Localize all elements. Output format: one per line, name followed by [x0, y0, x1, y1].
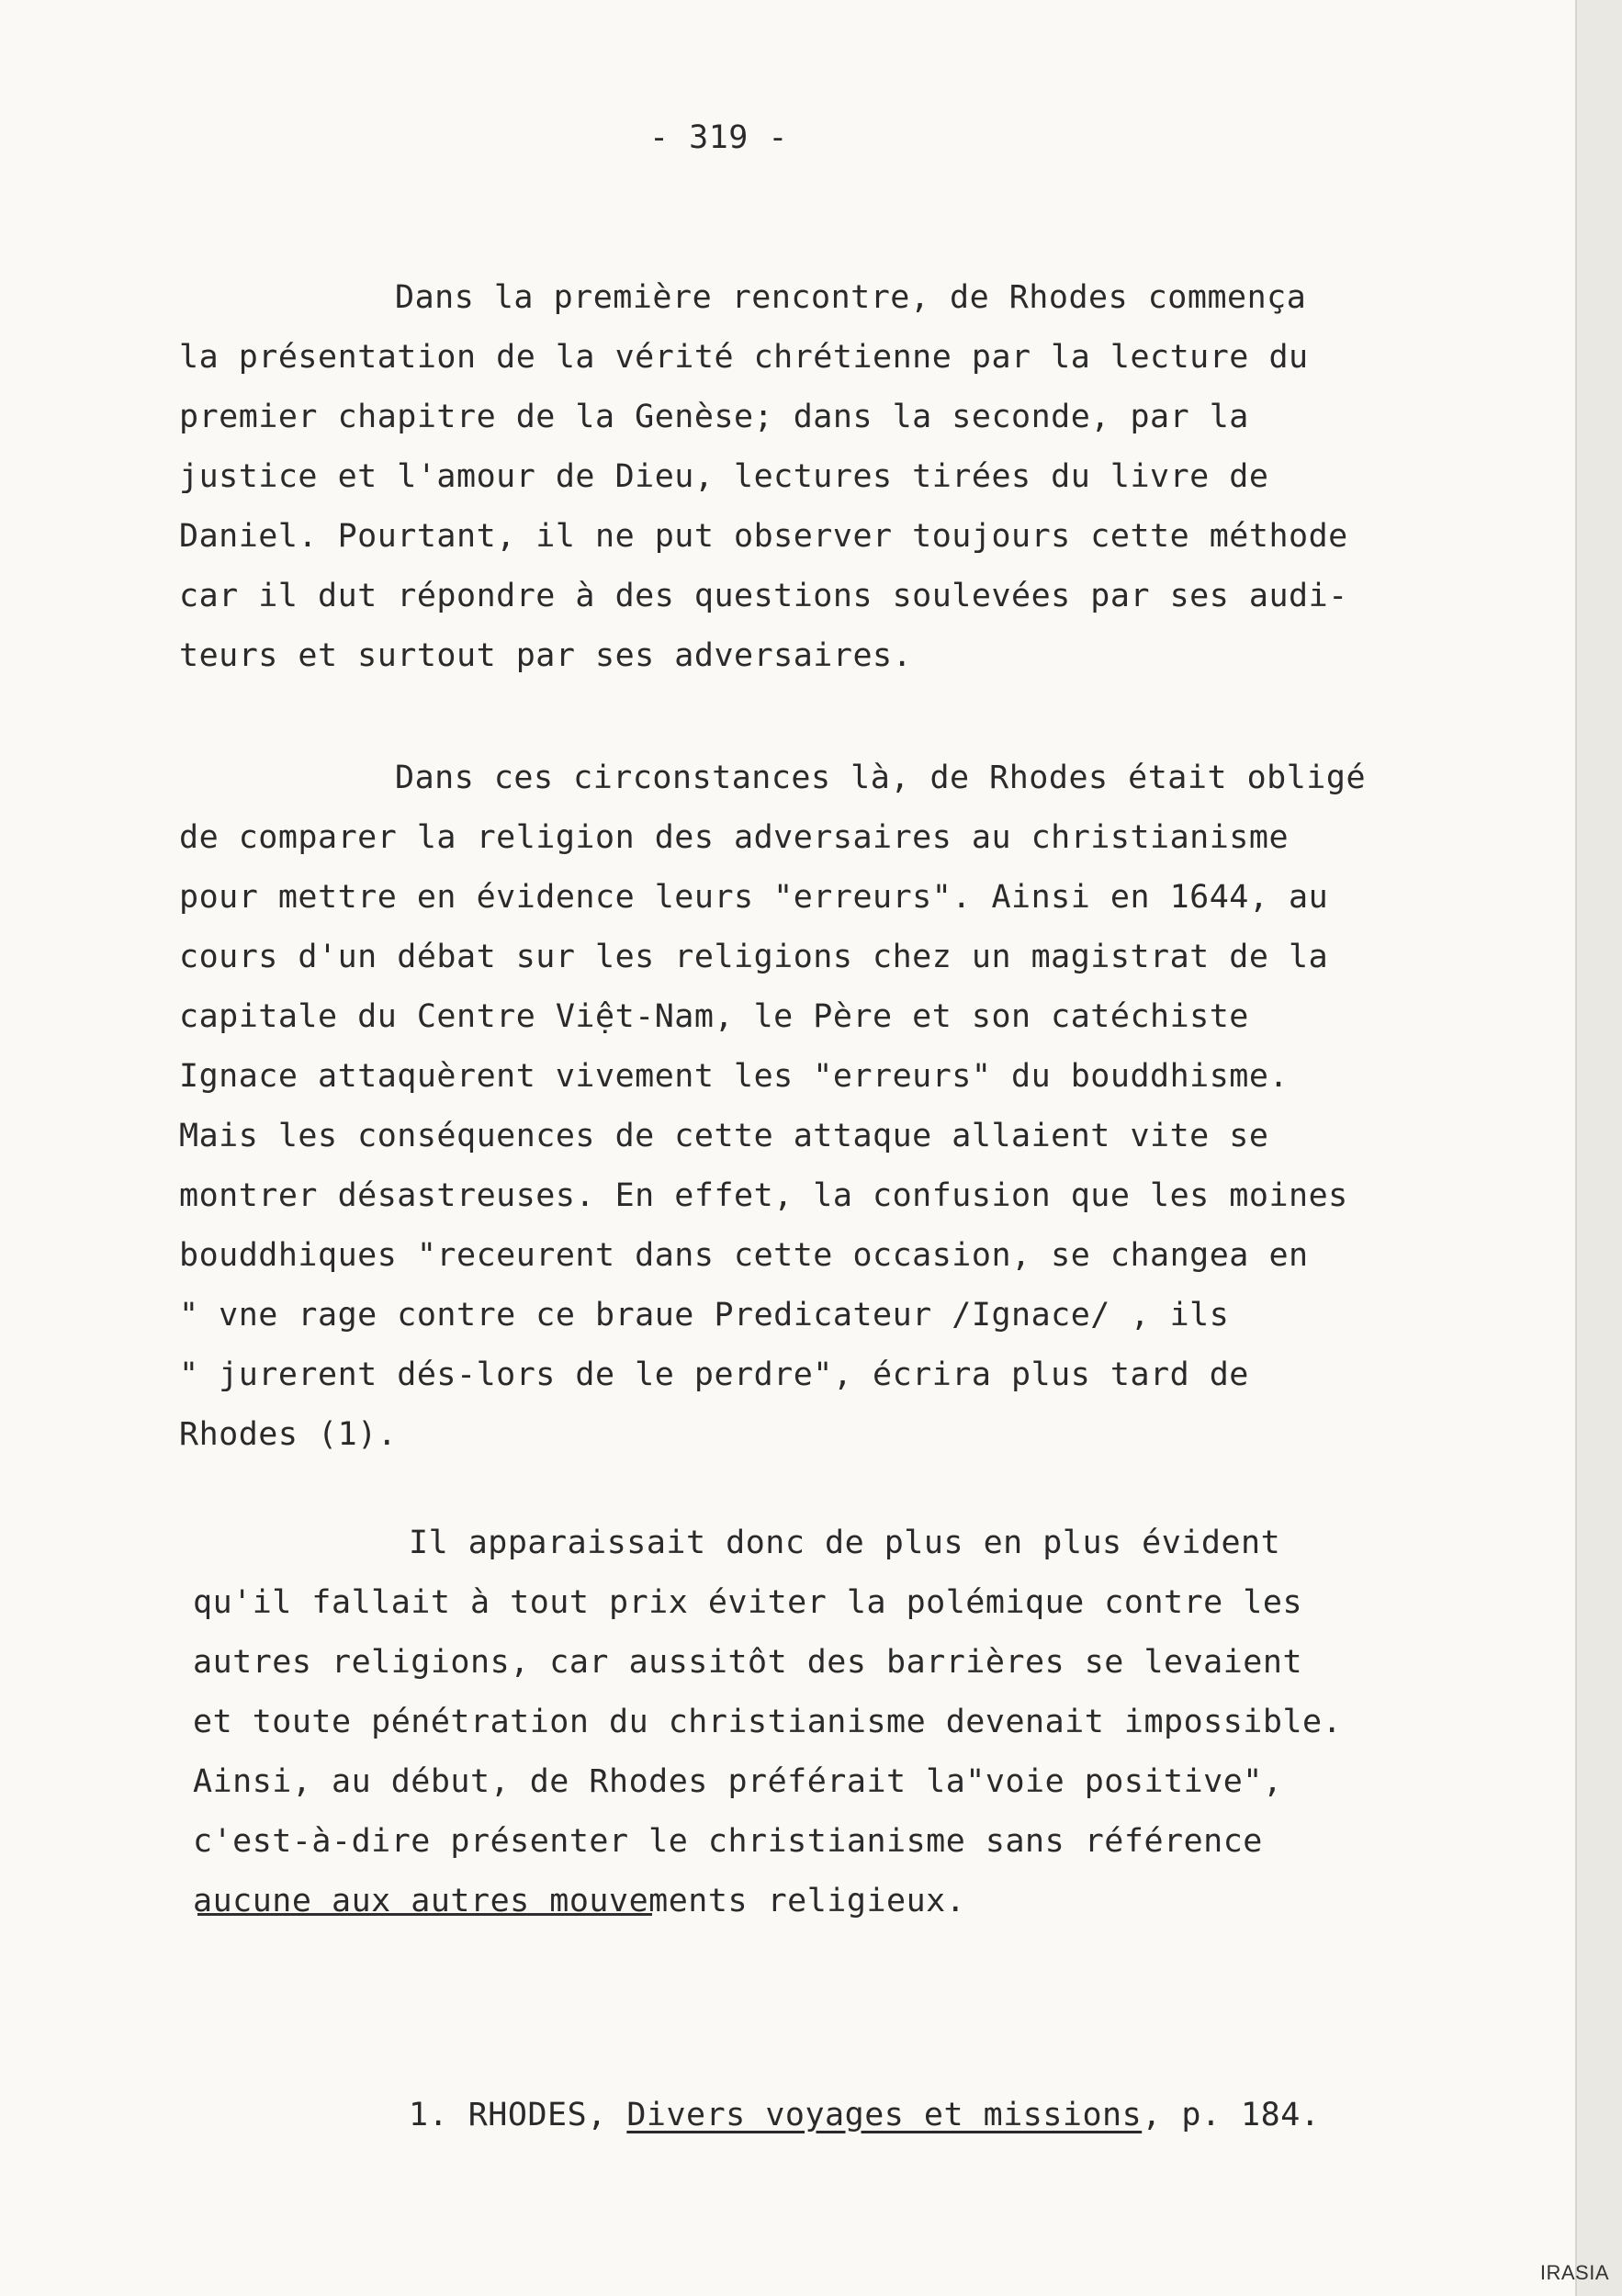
paragraph-line: premier chapitre de la Genèse; dans la seconde, par la: [179, 399, 1249, 435]
paragraph-line: capitale du Centre Việt-Nam, le Père et son catéchiste: [179, 998, 1249, 1035]
paragraph-2: [179, 748, 1538, 1465]
paragraph-3: [193, 1514, 1552, 1931]
paragraph-line: " jurerent dés-lors de le perdre", écrira plus tard de: [179, 1356, 1249, 1393]
paragraph-line: Il apparaissait donc de plus en plus évident: [409, 1525, 1281, 1561]
scan-edge-strip: [1575, 0, 1622, 2296]
paragraph-line: bouddhiques "receurent dans cette occasion, se changea en: [179, 1237, 1309, 1274]
paragraph-line: cours d'un débat sur les religions chez un magistrat de la: [179, 939, 1329, 975]
paragraph-line: Dans la première rencontre, de Rhodes commença: [395, 279, 1307, 316]
paragraph-line: aucune aux autres mouvements religieux.: [193, 1883, 966, 1919]
paragraph-line: Ignace attaquèrent vivement les "erreurs" du bouddhisme.: [179, 1058, 1290, 1095]
paragraph-line: justice et l'amour de Dieu, lectures tirées du livre de: [179, 458, 1269, 495]
paragraph-line: Daniel. Pourtant, il ne put observer toujours cette méthode: [179, 518, 1348, 555]
paragraph-line: pour mettre en évidence leurs "erreurs". Ainsi en 1644, au: [179, 879, 1329, 916]
paragraph-line: de comparer la religion des adversaires au christianisme: [179, 819, 1290, 856]
paragraph-line: montrer désastreuses. En effet, la confusion que les moines: [179, 1177, 1348, 1214]
footnote-separator: [197, 1913, 652, 1916]
paragraph-line: c'est-à-dire présenter le christianisme sans référence: [193, 1823, 1263, 1860]
archive-watermark: IRASIA: [1539, 2261, 1609, 2284]
footnote: [409, 2097, 1320, 2133]
paragraph-1: [179, 268, 1538, 686]
paragraph-line: teurs et surtout par ses adversaires.: [179, 637, 913, 674]
page-number: - 319 -: [648, 119, 788, 156]
paragraph-line: Mais les conséquences de cette attaque allaient vite se: [179, 1118, 1269, 1154]
footnote-author: RHODES,: [467, 2097, 607, 2133]
paragraph-line: Ainsi, au début, de Rhodes préférait la"voie positive",: [193, 1763, 1283, 1800]
paragraph-line: qu'il fallait à tout prix éviter la polémique contre les: [193, 1584, 1303, 1621]
paragraph-line: et toute pénétration du christianisme devenait impossible.: [193, 1704, 1343, 1740]
footnote-number: 1.: [409, 2097, 449, 2133]
paragraph-line: Dans ces circonstances là, de Rhodes était obligé: [395, 760, 1367, 796]
footnote-title: Divers voyages et missions: [626, 2097, 1143, 2133]
paragraph-line: Rhodes (1).: [179, 1416, 398, 1453]
paragraph-line: " vne rage contre ce braue Predicateur /Ignace/ , ils: [179, 1297, 1230, 1334]
paragraph-line: car il dut répondre à des questions soulevées par ses audi-: [179, 578, 1348, 614]
footnote-page: , p. 184.: [1142, 2097, 1321, 2133]
paragraph-line: autres religions, car aussitôt des barrières se levaient: [193, 1644, 1303, 1681]
paragraph-line: la présentation de la vérité chrétienne par la lecture du: [179, 339, 1309, 376]
